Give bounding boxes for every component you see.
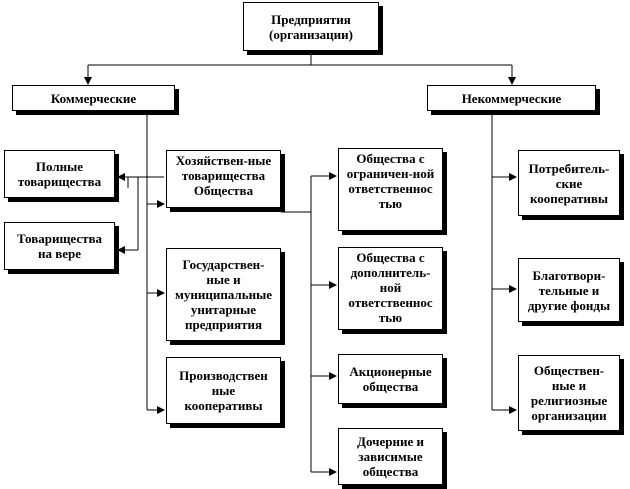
full-partnerships-label: Полные товарищества bbox=[17, 159, 102, 189]
charity-funds-label: Благотвори- тельные и другие фонды bbox=[527, 267, 611, 313]
subsidiaries-label: Дочерние и зависимые общества bbox=[357, 434, 424, 479]
joint-stock-label: Акционерные общества bbox=[349, 364, 432, 394]
commercial-box bbox=[12, 85, 175, 111]
unitary-enterprises-label: Государствен- ные и муниципальные унитарные предприятия bbox=[175, 257, 272, 332]
commercial-label: Коммерческие bbox=[50, 90, 137, 106]
alc-label: Общества с дополнитель- ной ответственнос тью bbox=[348, 250, 433, 325]
consumer-cooperatives-label: Потребитель- ские кооперативы bbox=[528, 160, 610, 206]
alc-box bbox=[338, 247, 443, 330]
production-cooperatives-box bbox=[166, 357, 281, 424]
root-label: Предприятия (организации) bbox=[269, 11, 353, 42]
limited-partnerships-box bbox=[4, 222, 115, 270]
production-cooperatives-label: Производствен ные кооперативы bbox=[179, 368, 268, 413]
subsidiaries-box bbox=[338, 428, 443, 485]
noncommercial-box bbox=[427, 85, 596, 111]
joint-stock-box bbox=[338, 354, 443, 404]
limited-partnerships-label: Товарищества на вере bbox=[16, 231, 103, 261]
public-religious-orgs-box bbox=[518, 355, 620, 431]
root-box bbox=[243, 2, 379, 51]
business-partnerships-box bbox=[166, 150, 281, 208]
full-partnerships-box bbox=[4, 150, 115, 198]
business-partnerships-label: Хозяйствен-ные товарищества Общества bbox=[175, 153, 272, 198]
llc-box bbox=[338, 148, 443, 231]
consumer-cooperatives-box bbox=[518, 150, 620, 216]
unitary-enterprises-box bbox=[166, 248, 281, 341]
llc-label: Общества с ограничен-ной ответственнос тью bbox=[346, 151, 435, 211]
charity-funds-box bbox=[518, 258, 620, 322]
public-religious-orgs-label: Обществен- ные и религиозные организации bbox=[530, 363, 608, 423]
noncommercial-label: Некоммерческие bbox=[461, 90, 562, 106]
